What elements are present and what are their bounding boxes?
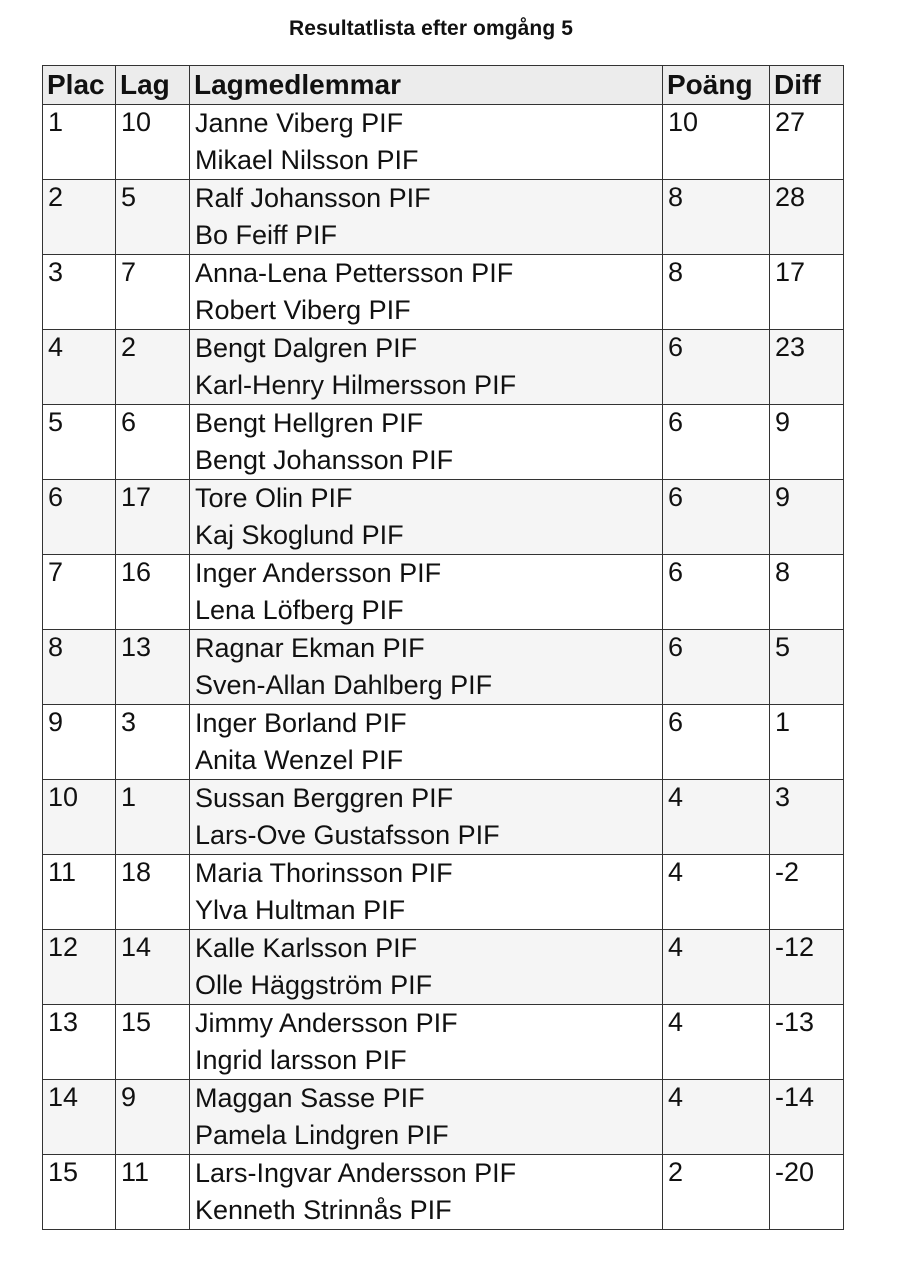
cell-team: 10 bbox=[116, 105, 190, 180]
table-row bbox=[43, 405, 844, 480]
cell-diff: -14 bbox=[770, 1080, 844, 1155]
cell-members bbox=[190, 255, 663, 330]
team-member-name: Bengt Hellgren PIF bbox=[195, 408, 424, 438]
cell-points: 6 bbox=[663, 555, 770, 630]
cell-points: 10 bbox=[663, 105, 770, 180]
cell-points: 6 bbox=[663, 405, 770, 480]
cell-points: 2 bbox=[663, 1155, 770, 1230]
cell-diff: 9 bbox=[770, 480, 844, 555]
cell-diff: 23 bbox=[770, 330, 844, 405]
table-row bbox=[43, 555, 844, 630]
cell-place: 11 bbox=[43, 855, 116, 930]
cell-team: 15 bbox=[116, 1005, 190, 1080]
cell-place: 1 bbox=[43, 105, 116, 180]
team-member-name: Tore Olin PIF bbox=[195, 483, 353, 513]
cell-team: 6 bbox=[116, 405, 190, 480]
cell-diff: 9 bbox=[770, 405, 844, 480]
cell-place: 10 bbox=[43, 780, 116, 855]
cell-team: 16 bbox=[116, 555, 190, 630]
cell-place: 13 bbox=[43, 1005, 116, 1080]
table-row bbox=[43, 1155, 844, 1230]
team-member-name: Lars-Ove Gustafsson PIF bbox=[195, 820, 500, 850]
team-member-name: Karl-Henry Hilmersson PIF bbox=[195, 370, 517, 400]
cell-team: 17 bbox=[116, 480, 190, 555]
header-row bbox=[43, 66, 844, 105]
cell-members bbox=[190, 780, 663, 855]
cell-diff: 5 bbox=[770, 630, 844, 705]
team-member-name: Anna-Lena Pettersson PIF bbox=[195, 258, 514, 288]
cell-place: 2 bbox=[43, 180, 116, 255]
team-member-name: Bengt Dalgren PIF bbox=[195, 333, 418, 363]
cell-points: 6 bbox=[663, 705, 770, 780]
table-row bbox=[43, 255, 844, 330]
cell-members bbox=[190, 1005, 663, 1080]
team-member-name: Maria Thorinsson PIF bbox=[195, 858, 453, 888]
team-member-name: Robert Viberg PIF bbox=[195, 295, 411, 325]
cell-points: 4 bbox=[663, 1080, 770, 1155]
team-member-name: Kenneth Strinnås PIF bbox=[195, 1195, 452, 1225]
cell-team: 9 bbox=[116, 1080, 190, 1155]
cell-place: 12 bbox=[43, 930, 116, 1005]
team-member-name: Ylva Hultman PIF bbox=[195, 895, 406, 925]
team-member-name: Ralf Johansson PIF bbox=[195, 183, 431, 213]
table-row bbox=[43, 855, 844, 930]
table-row bbox=[43, 105, 844, 180]
team-member-name: Pamela Lindgren PIF bbox=[195, 1120, 449, 1150]
table-row bbox=[43, 630, 844, 705]
cell-team: 13 bbox=[116, 630, 190, 705]
cell-diff: 28 bbox=[770, 180, 844, 255]
header-team: Lag bbox=[116, 66, 190, 105]
cell-diff: 3 bbox=[770, 780, 844, 855]
team-member-name: Mikael Nilsson PIF bbox=[195, 145, 419, 175]
cell-points: 6 bbox=[663, 480, 770, 555]
cell-diff: 8 bbox=[770, 555, 844, 630]
cell-place: 8 bbox=[43, 630, 116, 705]
table-row bbox=[43, 930, 844, 1005]
cell-points: 4 bbox=[663, 855, 770, 930]
table-row bbox=[43, 780, 844, 855]
team-member-name: Kaj Skoglund PIF bbox=[195, 520, 404, 550]
cell-members bbox=[190, 1080, 663, 1155]
cell-place: 3 bbox=[43, 255, 116, 330]
team-member-name: Bengt Johansson PIF bbox=[195, 445, 454, 475]
team-member-name: Jimmy Andersson PIF bbox=[195, 1008, 458, 1038]
cell-diff: 17 bbox=[770, 255, 844, 330]
team-member-name: Inger Andersson PIF bbox=[195, 558, 442, 588]
cell-points: 4 bbox=[663, 1005, 770, 1080]
cell-points: 4 bbox=[663, 780, 770, 855]
cell-members bbox=[190, 480, 663, 555]
cell-diff: -12 bbox=[770, 930, 844, 1005]
cell-team: 3 bbox=[116, 705, 190, 780]
table-row bbox=[43, 480, 844, 555]
team-member-name: Ingrid larsson PIF bbox=[195, 1045, 407, 1075]
cell-diff: -2 bbox=[770, 855, 844, 930]
cell-points: 4 bbox=[663, 930, 770, 1005]
cell-points: 6 bbox=[663, 330, 770, 405]
cell-place: 5 bbox=[43, 405, 116, 480]
cell-team: 7 bbox=[116, 255, 190, 330]
cell-place: 4 bbox=[43, 330, 116, 405]
team-member-name: Sussan Berggren PIF bbox=[195, 783, 454, 813]
cell-members bbox=[190, 180, 663, 255]
team-member-name: Sven-Allan Dahlberg PIF bbox=[195, 670, 493, 700]
header-points: Poäng bbox=[663, 66, 770, 105]
cell-team: 14 bbox=[116, 930, 190, 1005]
cell-place: 9 bbox=[43, 705, 116, 780]
team-member-name: Olle Häggström PIF bbox=[195, 970, 433, 1000]
team-member-name: Inger Borland PIF bbox=[195, 708, 407, 738]
cell-team: 5 bbox=[116, 180, 190, 255]
cell-points: 6 bbox=[663, 630, 770, 705]
header-members: Lagmedlemmar bbox=[190, 66, 663, 105]
cell-points: 8 bbox=[663, 180, 770, 255]
team-member-name: Kalle Karlsson PIF bbox=[195, 933, 418, 963]
cell-diff: -13 bbox=[770, 1005, 844, 1080]
cell-place: 14 bbox=[43, 1080, 116, 1155]
results-table bbox=[42, 65, 844, 1230]
cell-team: 2 bbox=[116, 330, 190, 405]
cell-team: 11 bbox=[116, 1155, 190, 1230]
cell-members bbox=[190, 930, 663, 1005]
cell-members bbox=[190, 855, 663, 930]
team-member-name: Bo Feiff PIF bbox=[195, 220, 338, 250]
team-member-name: Ragnar Ekman PIF bbox=[195, 633, 425, 663]
cell-diff: 1 bbox=[770, 705, 844, 780]
table-row bbox=[43, 1080, 844, 1155]
cell-members bbox=[190, 105, 663, 180]
cell-place: 6 bbox=[43, 480, 116, 555]
cell-team: 1 bbox=[116, 780, 190, 855]
team-member-name: Janne Viberg PIF bbox=[195, 108, 404, 138]
cell-members bbox=[190, 330, 663, 405]
table-row bbox=[43, 705, 844, 780]
cell-diff: -20 bbox=[770, 1155, 844, 1230]
page-title: Resultatlista efter omgång 5 bbox=[288, 17, 574, 40]
cell-members bbox=[190, 705, 663, 780]
team-member-name: Lena Löfberg PIF bbox=[195, 595, 404, 625]
cell-points: 8 bbox=[663, 255, 770, 330]
cell-members bbox=[190, 1155, 663, 1230]
team-member-name: Maggan Sasse PIF bbox=[195, 1083, 425, 1113]
table-row bbox=[43, 1005, 844, 1080]
table-row bbox=[43, 330, 844, 405]
cell-members bbox=[190, 405, 663, 480]
cell-place: 15 bbox=[43, 1155, 116, 1230]
cell-place: 7 bbox=[43, 555, 116, 630]
cell-members bbox=[190, 555, 663, 630]
cell-members bbox=[190, 630, 663, 705]
team-member-name: Anita Wenzel PIF bbox=[195, 745, 404, 775]
team-member-name: Lars-Ingvar Andersson PIF bbox=[195, 1158, 517, 1188]
cell-diff: 27 bbox=[770, 105, 844, 180]
cell-team: 18 bbox=[116, 855, 190, 930]
table-row bbox=[43, 180, 844, 255]
header-diff: Diff bbox=[770, 66, 844, 105]
header-place: Plac bbox=[43, 66, 116, 105]
